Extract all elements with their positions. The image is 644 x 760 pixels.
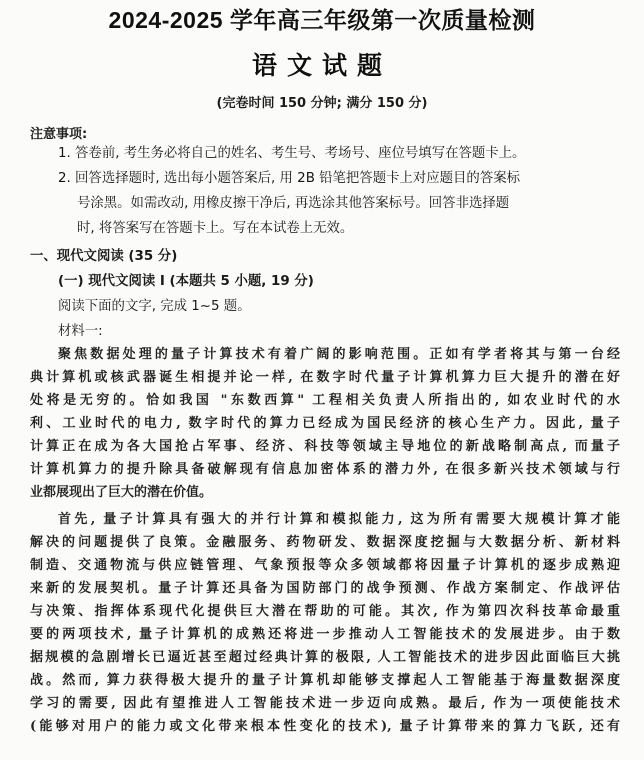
passage-line: 计算机算力的提升除具备破解现有信息加密体系的潜力外, 在很多新兴技术领域与行 xyxy=(30,462,620,477)
passage-line: 首先, 量子计算具有强大的并行计算和模拟能力, 这为所有需要大规模计算才能 xyxy=(58,512,620,527)
notice-item-2-line-3: 时, 将答案写在答题卡上。写在本试卷上无效。 xyxy=(77,221,354,236)
passage-line: 业都展现出了巨大的潜在价值。 xyxy=(30,485,213,500)
material-label: 材料一: xyxy=(58,324,103,339)
passage-line: 据规模的急剧增长已逼近甚至超过经典计算的极限, 人工智能技术的进步因此面临巨大挑 xyxy=(30,650,620,665)
passage-line: 利、工业时代的电力, 数字时代的算力已经成为国民经济的核心生产力。因此, 量子 xyxy=(30,416,620,431)
exam-title: 2024-2025 学年高三年级第一次质量检测 xyxy=(108,7,536,33)
reading-instruction: 阅读下面的文字, 完成 1~5 题。 xyxy=(58,299,251,314)
section-sub-one: (一) 现代文阅读 I (本题共 5 小题, 19 分) xyxy=(58,274,314,289)
passage-line: 处将是无穷的。恰如我国 "东数西算" 工程相关负责人所指出的, 如农业时代的水 xyxy=(30,393,620,408)
notice-item-2-line-1: 2. 回答选择题时, 选出每小题答案后, 用 2B 铅笔把答题卡上对应题目的答案标 xyxy=(58,171,520,186)
notice-item-2-line-2: 号涂黑。如需改动, 用橡皮擦干净后, 再选涂其他答案标号。回答非选择题 xyxy=(77,196,510,211)
subject-title: 语文试题 xyxy=(251,51,392,80)
passage-line: 典计算机或核武器诞生相提并论一样, 在数字时代量子计算机算力巨大提升的潜在好 xyxy=(30,370,620,385)
passage-line: 计算正在成为各大国抢占军事、经济、科技等领域主导地位的新战略制高点, 而量子 xyxy=(30,439,620,454)
passage-line: 要的两项技术, 量子计算机的成熟还将进一步推动人工智能技术的发展进步。由于数 xyxy=(30,627,620,642)
passage-line: 与决策、指挥体系现代化提供巨大潜在帮助的可能。其次, 作为第四次科技革命最重 xyxy=(30,604,620,619)
passage-line: 来新的发展契机。量子计算还具备为国防部门的战争预测、作战方案制定、作战评估 xyxy=(30,581,620,596)
passage-line: 制造、交通物流与供应链管理、气象预报等众多领域都将因量子计算机的逐步成熟迎 xyxy=(30,558,620,573)
notice-item-1: 1. 答卷前, 考生务必将自己的姓名、考生号、考场号、座位号填写在答题卡上。 xyxy=(58,146,526,161)
passage-line: 解决的问题提供了良策。金融服务、药物研发、数据深度挖掘与大数据分析、新材料 xyxy=(30,535,620,550)
notice-heading: 注意事项: xyxy=(30,127,88,142)
passage-line: 学习的需要, 因此有望推进人工智能技术进一步迈向成熟。最后, 作为一项使能技术 xyxy=(30,696,620,711)
passage-line: 聚焦数据处理的量子计算技术有着广阔的影响范围。正如有学者将其与第一台经 xyxy=(58,347,620,362)
passage-line: 战。然而, 算力获得极大提升的量子计算机却能够支撑起人工智能基于海量数据深度 xyxy=(30,673,620,688)
section-part-one: 一、现代文阅读 (35 分) xyxy=(30,249,178,264)
passage-line: (能够对用户的能力或文化带来根本性变化的技术), 量子计算带来的算力飞跃, 还有 xyxy=(30,719,620,734)
time-info: (完卷时间 150 分钟; 满分 150 分) xyxy=(216,96,428,111)
